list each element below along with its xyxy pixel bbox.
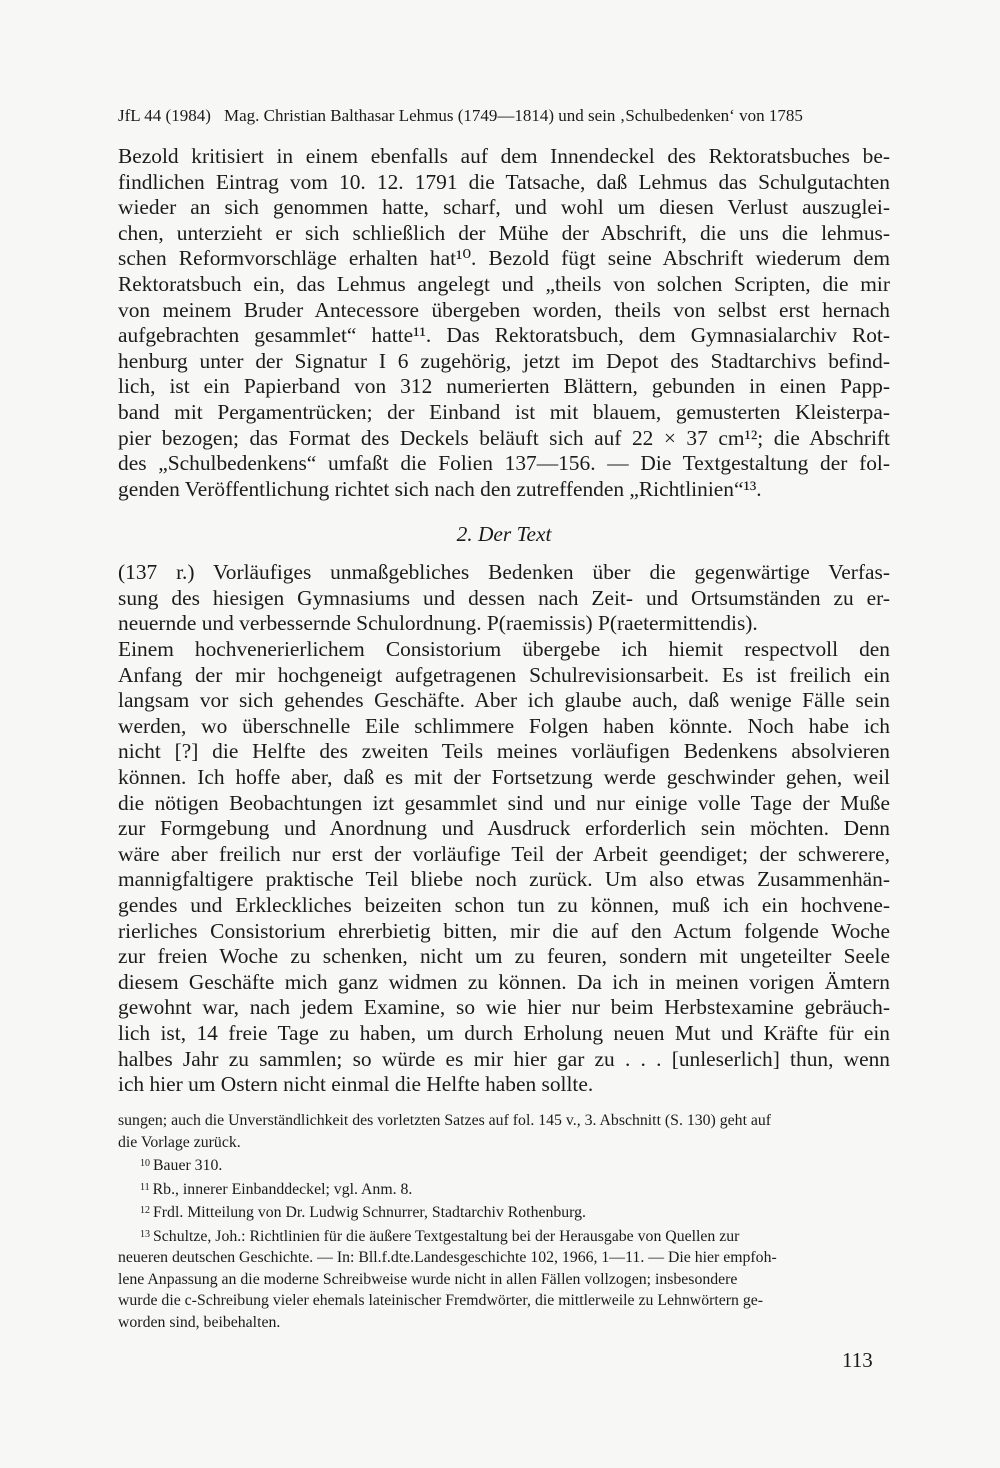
text-line: Einem hochvenerierlichem Consistorium übergebe ich hiemit respectvoll den <box>118 637 890 661</box>
footnote-line <box>118 1247 890 1269</box>
text-line: sung des hiesigen Gymnasiums und dessen nach Zeit- und Ortsumständen zu er- <box>118 585 890 610</box>
text-line: diesem Geschäfte mich ganz widmen zu können. Da ich in meinen vorigen Ämtern <box>118 969 890 994</box>
footnote-text: lene Anpassung an die moderne Schreibweise wurde nicht in allen Fällen vollzogen; insbesondere <box>118 1270 738 1288</box>
text-line: Bezold kritisiert in einem ebenfalls auf dem Innendeckel des Rektoratsbuches be- <box>118 144 890 168</box>
footnote-text: Frdl. Mitteilung von Dr. Ludwig Schnurrer, Stadtarchiv Rothenburg. <box>153 1204 587 1221</box>
text-line: chen, unterzieht er sich schließlich der Mühe der Abschrift, die uns die lehmus- <box>118 220 890 245</box>
text-line: pier bezogen; das Format des Deckels beläuft sich auf 22 × 37 cm¹²; die Abschrift <box>118 425 890 450</box>
running-head <box>118 105 888 127</box>
text-line: halbes Jahr zu sammlen; so würde es mir hier gar zu . . . [unleserlich] thun, wenn <box>118 1046 890 1071</box>
text-line: mannigfaltigere praktische Teil bliebe noch zurück. Um also etwas Zusammenhän- <box>118 867 890 892</box>
text-line: aufgebrachten gesammlet“ hatte¹¹. Das Rektoratsbuch, dem Gymnasialarchiv Rot- <box>118 323 890 348</box>
text-line: werden, wo überschnelle Eile schlimmere Folgen haben könnte. Noch habe ich <box>118 713 890 738</box>
footnote-10 <box>118 1153 890 1177</box>
footnote-text: wurde die c-Schreibung vieler ehemals lateinischer Fremdwörter, die mittlerweile zu Lehnwörtern ge- <box>118 1292 764 1309</box>
text-line: von meinem Bruder Antecessore übergeben worden, theils von selbst erst hernach <box>118 297 890 322</box>
journal-citation: JfL 44 (1984) <box>118 106 211 125</box>
text-line: henburg unter der Signatur I 6 zugehörig, jetzt im Depot des Stadtarchivs befind- <box>118 348 890 373</box>
text-line: (137 r.) Vorläufiges unmaßgebliches Bedenken über die gegenwärtige Verfas- <box>118 560 890 584</box>
footnote-continuation-line: sungen; auch die Unverständlichkeit des vorletzten Satzes auf fol. 145 v., 3. Abschnitt (S. 130) geht auf <box>118 1112 772 1129</box>
footnote-text: Rb., innerer Einbanddeckel; vgl. Anm. 8. <box>152 1180 413 1198</box>
footnote-12 <box>118 1200 890 1224</box>
text-line: neuernde und verbessernde Schulordnung. P(raemissis) P(raetermittendis). <box>118 611 758 636</box>
text-line: die nötigen Beobachtungen izt gesammlet sind und nur einige volle Tage der Muße <box>118 790 890 815</box>
footnote-13 <box>118 1224 890 1248</box>
text-line: nicht [?] die Helfte des zweiten Teils meines vorläufigen Bedenkens absolvieren <box>118 739 890 764</box>
text-line: genden Veröffentlichung richtet sich nach den zutreffenden „Richtlinien“¹³. <box>118 476 762 501</box>
article-title: Mag. Christian Balthasar Lehmus (1749—1814) und sein ‚Schulbedenken‘ von 1785 <box>224 106 803 125</box>
footnote-text: neueren deutschen Geschichte. — In: Bll.f.dte.Landesgeschichte 102, 1966, 1—11. — Die hier empfoh- <box>118 1249 777 1266</box>
text-line: wieder an sich genommen hatte, scharf, und wohl um diesen Verlust auszuglei- <box>118 195 890 220</box>
source-text-paragraph-2 <box>118 637 890 1098</box>
text-line: schen Reformvorschläge erhalten hat¹⁰. Bezold fügt seine Abschrift wiederum dem <box>118 246 890 271</box>
footnote-mark: 13 <box>140 1228 150 1240</box>
text-line: des „Schulbedenkens“ umfaßt die Folien 137—156. — Die Textgestaltung der fol- <box>118 451 890 476</box>
text-line: zur freien Woche zu schenken, nicht um zu feuren, sondern mit ungeteilter Seele <box>118 944 890 969</box>
text-line: ich hier um Ostern nicht einmal die Helfte haben sollte. <box>118 1072 594 1097</box>
footnote-line <box>118 1290 890 1312</box>
footnote-continuation-line: die Vorlage zurück. <box>118 1133 241 1151</box>
footnote-mark: 11 <box>140 1181 150 1193</box>
footnote-text: worden sind, beibehalten. <box>118 1313 281 1331</box>
footnote-text: Schultze, Joh.: Richtlinien für die äußere Textgestaltung bei der Herausgabe von Quellen zur <box>153 1227 740 1245</box>
footnote-line <box>118 1269 890 1291</box>
text-line: rierliches Consistorium ehrerbietig bitten, mir die auf den Actum folgende Woche <box>118 918 890 943</box>
text-line: Anfang der mir hochgeneigt aufgetragenen Schulrevisionsarbeit. Es ist freilich ein <box>118 662 890 687</box>
text-line: Rektoratsbuch ein, das Lehmus angelegt und „theils von solchen Scripten, die mir <box>118 271 890 296</box>
page-number: 113 <box>842 1348 873 1372</box>
text-line: wäre aber freilich nur erst der vorläufige Teil der Arbeit geendiget; der schwerere, <box>118 841 890 866</box>
text-line: findlichen Eintrag vom 10. 12. 1791 die Tatsache, daß Lehmus das Schulgutachten <box>118 169 890 194</box>
footnote-line <box>118 1312 890 1334</box>
text-line: gendes und Erkleckliches beizeiten schon tun zu können, muß ich ein hochvene- <box>118 892 890 917</box>
footnotes <box>118 1110 890 1333</box>
text-line: lich, ist ein Papierband von 312 numerierten Blättern, gebunden in einen Papp- <box>118 374 890 399</box>
text-line: langsam vor sich gehendes Geschäfte. Aber ich glaube auch, daß wenige Fälle sein <box>118 688 890 713</box>
text-line: lich ist, 14 freie Tage zu haben, um durch Erholung neuen Mut und Kräfte für ein <box>118 1020 890 1045</box>
text-line: zur Formgebung und Anordnung und Ausdruck erforderlich sein möchten. Denn <box>118 816 890 841</box>
text-line: können. Ich hoffe aber, daß es mit der Fortsetzung werde geschwinder gehen, weil <box>118 764 890 789</box>
intro-paragraph <box>118 144 890 502</box>
section-heading: 2. Der Text <box>456 522 552 546</box>
footnote-11 <box>118 1177 890 1201</box>
footnote-mark: 12 <box>140 1205 150 1216</box>
footnote-mark: 10 <box>140 1158 150 1169</box>
footnote-text: Bauer 310. <box>153 1157 223 1174</box>
source-text-paragraph-1 <box>118 560 890 637</box>
text-line: band mit Pergamentrücken; der Einband ist mit blauem, gemusterten Kleisterpa- <box>118 399 890 424</box>
text-line: gewohnt war, nach jedem Examine, so wie hier nur beim Herbstexamine gebräuch- <box>118 995 890 1020</box>
